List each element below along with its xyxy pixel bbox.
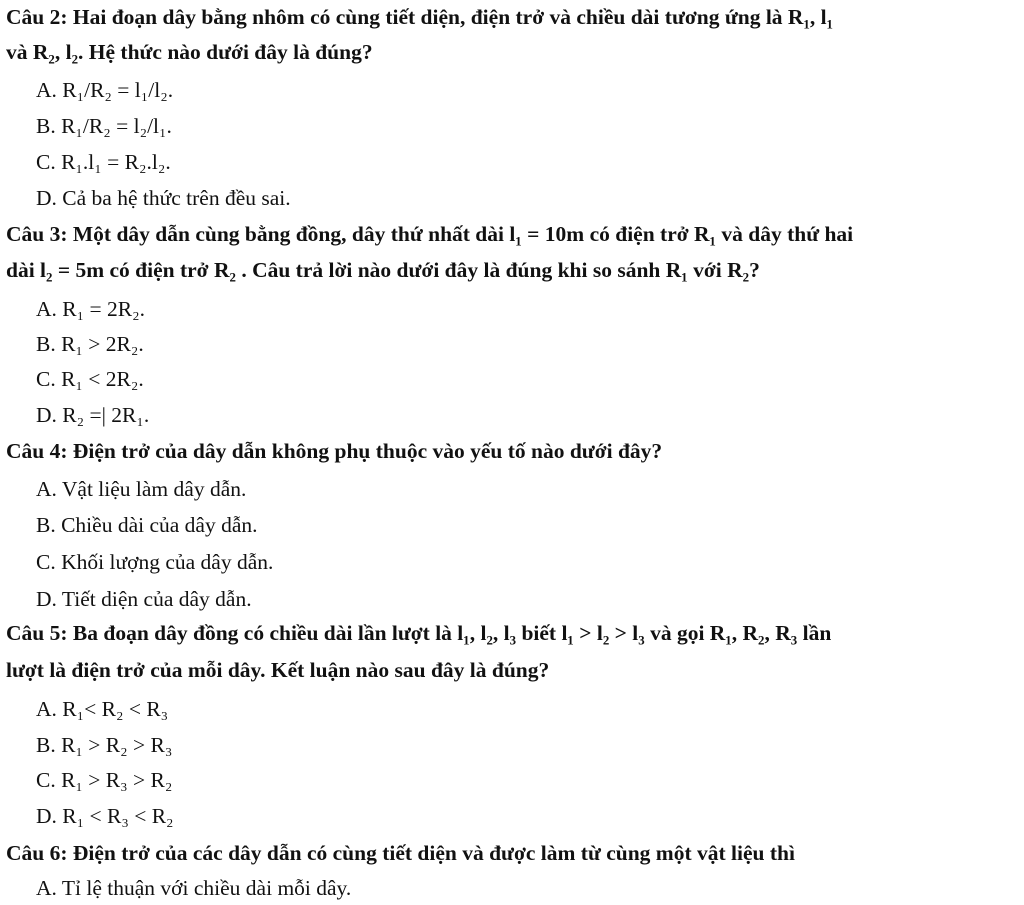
question-5-option-b: B. R₁ > R₂ > R₃ xyxy=(36,733,173,757)
question-3-option-b: B. R₁ > 2R₂. xyxy=(36,332,144,356)
question-3-option-a: A. R₁ = 2R₂. xyxy=(36,297,145,321)
question-2-option-d: D. Cả ba hệ thức trên đều sai. xyxy=(36,186,291,210)
question-5-option-a: A. R₁< R₂ < R₃ xyxy=(36,697,169,721)
question-4-stem: Câu 4: Điện trở của dây dẫn không phụ thuộc vào yếu tố nào dưới đây? xyxy=(6,439,663,463)
question-6-stem: Câu 6: Điện trở của các dây dẫn có cùng tiết diện và được làm từ cùng một vật liệu thì xyxy=(6,841,795,865)
question-4-option-c: C. Khối lượng của dây dẫn. xyxy=(36,550,274,574)
question-2-option-b: B. R₁/R₂ = l₂/l₁. xyxy=(36,114,172,138)
question-4-option-a: A. Vật liệu làm dây dẫn. xyxy=(36,477,247,501)
question-3-stem-line-1: Câu 3: Một dây dẫn cùng bằng đồng, dây thứ nhất dài l₁ = 10m có điện trở R₁ và dây thứ hai xyxy=(6,222,854,246)
question-2-stem-line-1: Câu 2: Hai đoạn dây bằng nhôm có cùng tiết diện, điện trở và chiều dài tương ứng là R₁, l₁ xyxy=(6,5,834,29)
question-2-option-c: C. R₁.l₁ = R₂.l₂. xyxy=(36,150,171,174)
question-5-option-d: D. R₁ < R₃ < R₂ xyxy=(36,804,174,828)
question-5-stem-line-2: lượt là điện trở của mỗi dây. Kết luận nào sau đây là đúng? xyxy=(6,658,550,682)
question-5-option-c: C. R₁ > R₃ > R₂ xyxy=(36,768,173,792)
question-2-stem-line-2: và R₂, l₂. Hệ thức nào dưới đây là đúng? xyxy=(6,40,373,64)
question-4-option-d: D. Tiết diện của dây dẫn. xyxy=(36,587,252,611)
question-4-option-b: B. Chiều dài của dây dẫn. xyxy=(36,513,258,537)
question-6-option-a: A. Tỉ lệ thuận với chiều dài mỗi dây. xyxy=(36,876,352,900)
question-2-option-a: A. R₁/R₂ = l₁/l₂. xyxy=(36,78,174,102)
question-3-option-d: D. R₂ =| 2R₁. xyxy=(36,403,150,427)
question-3-option-c: C. R₁ < 2R₂. xyxy=(36,367,144,391)
question-3-stem-line-2: dài l₂ = 5m có điện trở R₂ . Câu trả lời nào dưới đây là đúng khi so sánh R₁ với R₂? xyxy=(6,258,760,282)
question-5-stem-line-1: Câu 5: Ba đoạn dây đồng có chiều dài lần lượt là l₁, l₂, l₃ biết l₁ > l₂ > l₃ và gọi R₁, R₂, R₃ lần xyxy=(6,621,832,645)
